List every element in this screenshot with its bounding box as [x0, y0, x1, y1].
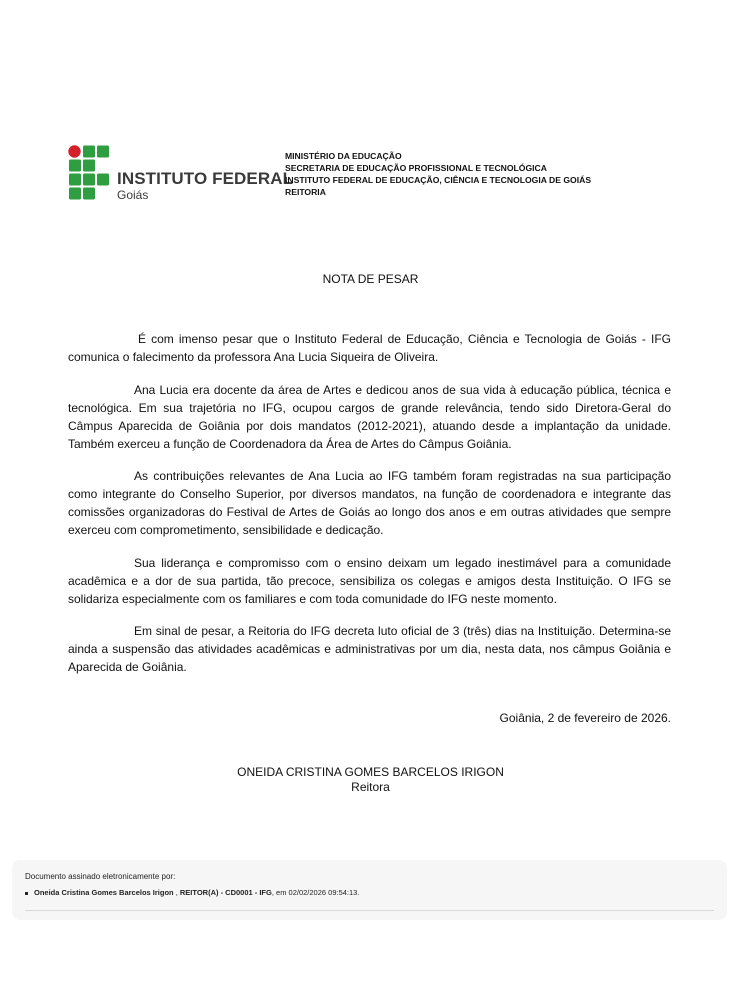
document-date: Goiânia, 2 de fevereiro de 2026. — [499, 711, 671, 725]
signature-divider — [25, 910, 714, 911]
ministry-line: REITORIA — [285, 187, 326, 197]
ministry-line: SECRETARIA DE EDUCAÇÃO PROFISSIONAL E TECNOLÓGICA — [285, 163, 547, 173]
signature-entry: Oneida Cristina Gomes Barcelos Irigon , REITOR(A) - CD0001 - IFG, em 02/02/2026 09:54:13. — [25, 888, 359, 897]
document-body — [68, 330, 671, 691]
signer-name: ONEIDA CRISTINA GOMES BARCELOS IRIGON — [237, 765, 504, 779]
signature-label: Documento assinado eletronicamente por: — [25, 872, 176, 881]
signer-role: Reitora — [351, 780, 390, 794]
paragraph: Em sinal de pesar, a Reitoria do IFG decreta luto oficial de 3 (três) dias na Instituição. Determina-se ainda a suspensão das atividades acadêmicas e administrativas por um dia, nesta data, nos câmpus Goiânia e Aparecida de Goiânia. — [68, 624, 671, 674]
institute-name: INSTITUTO FEDERAL — [117, 169, 294, 188]
electronic-signature-box — [12, 860, 727, 920]
institute-campus: Goiás — [117, 188, 149, 202]
signature-timestamp: , em 02/02/2026 09:54:13. — [271, 888, 360, 897]
paragraph: Ana Lucia era docente da área de Artes e dedicou anos de sua vida à educação pública, técnica e tecnológica. Em sua trajetória no IFG, ocupou cargos de grande relevância, tendo sido Diretora-Geral do Câmpus Aparecida de Goiânia por dois mandatos (2012-2021), atuando desde a implantação da unidade. Também exerceu a função de Coordenadora da Área de Artes do Câmpus Goiânia. — [68, 382, 671, 451]
ministry-line: INSTITUTO FEDERAL DE EDUCAÇÃO, CIÊNCIA E TECNOLOGIA DE GOIÁS — [285, 175, 592, 185]
signer-block — [0, 765, 741, 795]
bullet-icon — [25, 892, 28, 895]
paragraph: É com imenso pesar que o Instituto Federal de Educação, Ciência e Tecnologia de Goiás - IFG comunica o falecimento da professora Ana Lucia Siqueira de Oliveira. — [68, 332, 671, 364]
document-title: NOTA DE PESAR — [322, 272, 419, 286]
signature-signer: Oneida Cristina Gomes Barcelos Irigon — [34, 888, 174, 897]
letterhead — [68, 145, 688, 205]
ministry-block — [285, 150, 591, 198]
paragraph: As contribuições relevantes de Ana Lucia ao IFG também foram registradas na sua participação como integrante do Conselho Superior, por diversos mandatos, na função de coordenadora e integrante das comissões organizadoras do Festival de Artes de Goiás ao longo dos anos e em outras atividades que sempre exerceu com comprometimento, sensibilidade e dedicação. — [68, 469, 671, 537]
ifg-logo-icon — [68, 145, 112, 201]
paragraph: Sua liderança e compromisso com o ensino deixam um legado inestimável para a comunidade acadêmica e a dor de sua partida, tão precoce, sensibiliza os colegas e amigos desta Instituição. O IFG se solidariza especialmente com os familiares e com toda comunidade do IFG neste momento. — [68, 555, 671, 606]
ministry-line: MINISTÉRIO DA EDUCAÇÃO — [285, 151, 402, 161]
signature-role-code: REITOR(A) - CD0001 - IFG — [179, 888, 272, 897]
ifg-logo — [68, 145, 294, 202]
